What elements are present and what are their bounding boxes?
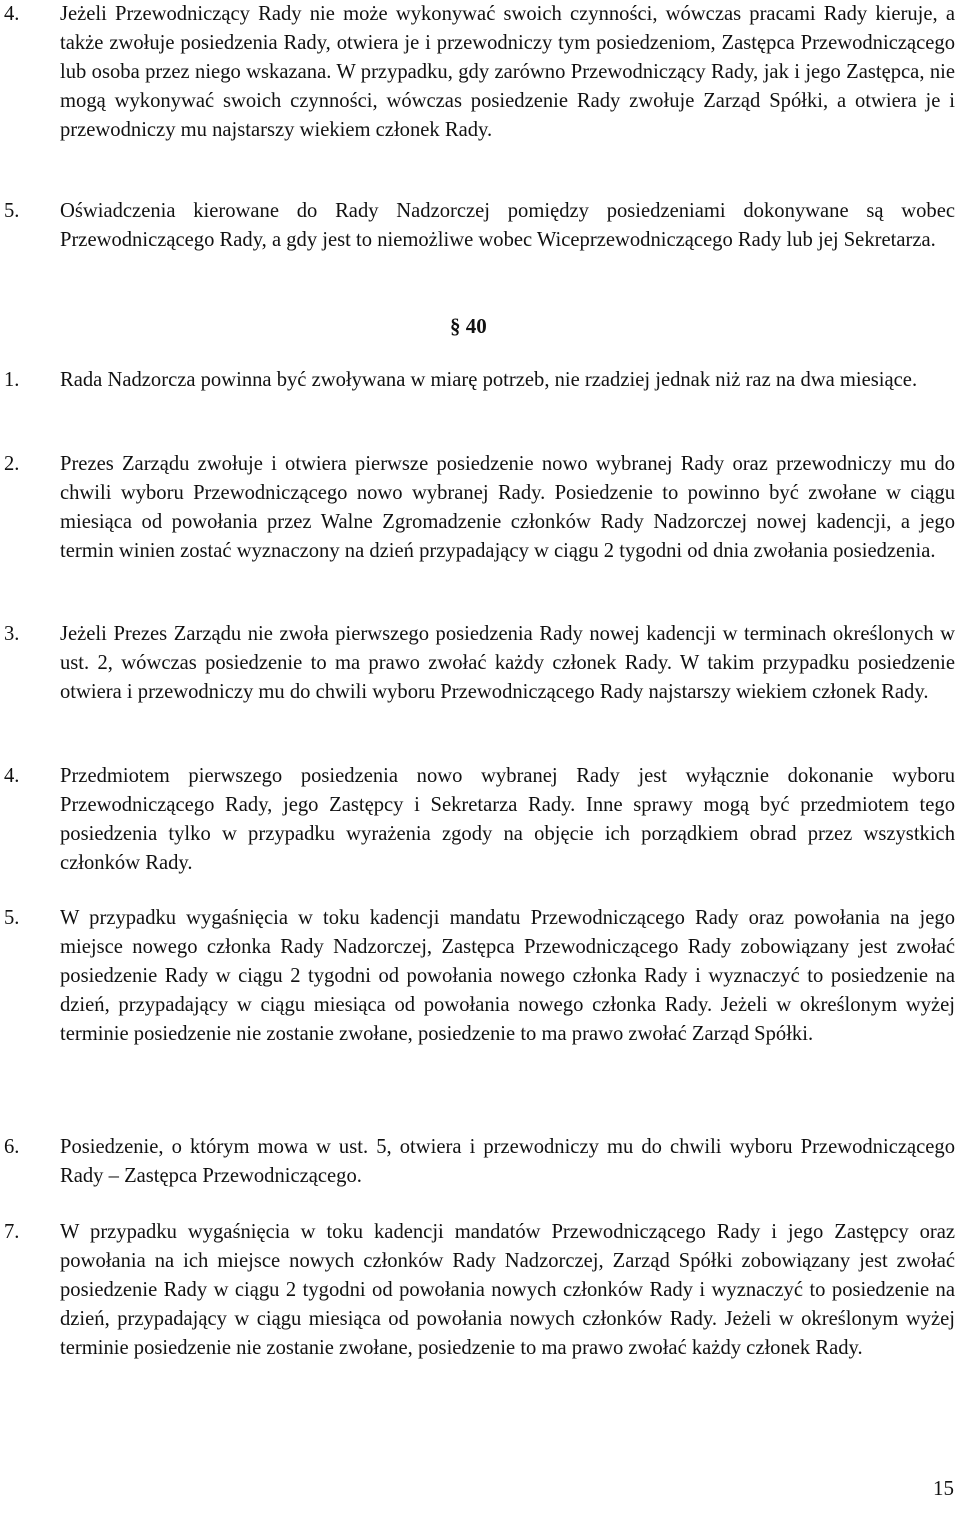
paragraph-number: 4. <box>4 3 20 25</box>
paragraph-text: Jeżeli Prezes Zarządu nie zwoła pierwszego posiedzenia Rady nowej kadencji w terminach określonych w ust. 2, wówczas posiedzenie to ma prawo zwołać każdy członek Rady. W takim przypadku posiedzenie otwiera i przewodniczy mu do chwili wyboru Przewodniczącego Rady najstarszy wiekiem członek Rady. <box>60 623 955 703</box>
paragraph-text: Oświadczenia kierowane do Rady Nadzorczej pomiędzy posiedzeniami dokonywane są wobec Przewodniczącego Rady, a gdy jest to niemożliwe wobec Wiceprzewodniczącego Rady lub jej Sekretarza. <box>60 200 955 251</box>
section-heading: § 40 <box>450 314 487 338</box>
paragraph-text: Jeżeli Przewodniczący Rady nie może wykonywać swoich czynności, wówczas pracami Rady kieruje, a także zwołuje posiedzenia Rady, otwiera je i przewodniczy tym posiedzeniom, Zastępca Przewodniczącego lub osoba przez niego wskazana. W przypadku, gdy zarówno Przewodniczący Rady, jak i jego Zastępca, nie mogą wykonywać swoich czynności, wówczas posiedzenie Rady zwołuje Zarząd Spółki, a otwiera je i przewodniczy mu najstarszy wiekiem członek Rady. <box>60 3 955 141</box>
paragraph-text: Posiedzenie, o którym mowa w ust. 5, otwiera i przewodniczy mu do chwili wyboru Przewodniczącego Rady – Zastępca Przewodniczącego. <box>60 1136 955 1187</box>
paragraph-4-agenda <box>0 762 955 878</box>
paragraph-number: 5. <box>4 200 20 222</box>
paragraph-number: 6. <box>4 1136 20 1158</box>
paragraph-4-chair-absence <box>0 0 955 145</box>
paragraph-number: 2. <box>4 453 20 475</box>
paragraph-number: 7. <box>4 1221 20 1243</box>
paragraph-text: Prezes Zarządu zwołuje i otwiera pierwsze posiedzenie nowo wybranej Rady oraz przewodniczy mu do chwili wyboru Przewodniczącego nowo wybranej Rady. Posiedzenie to powinno być zwołane w ciągu miesiąca od powołania przez Walne Zgromadzenie członków Rady Nadzorczej nowej kadencji, a jego termin winien zostać wyznaczony na dzień przypadający w ciągu 2 tygodni od dnia zwołania posiedzenia. <box>60 453 955 562</box>
paragraph-number: 4. <box>4 765 20 787</box>
paragraph-text: Przedmiotem pierwszego posiedzenia nowo wybranej Rady jest wyłącznie dokonanie wyboru Przewodniczącego Rady, jego Zastępcy i Sekretarza Rady. Inne sprawy mogą być przedmiotem tego posiedzenia tylko w przypadku wyrażenia zgody na objęcie ich porządkiem obrad przez wszystkich członków Rady. <box>60 765 955 874</box>
page-number: 15 <box>933 1476 954 1500</box>
paragraph-text: W przypadku wygaśnięcia w toku kadencji mandatu Przewodniczącego Rady oraz powołania na jego miejsce nowego członka Rady Nadzorczej, Zastępca Przewodniczącego Rady zobowiązany jest zwołać posiedzenie Rady w ciągu 2 tygodni od powołania nowego członka Rady i wyznaczyć to posiedzenie na dzień, przypadający w ciągu miesiąca od powołania nowego członka Rady. Jeżeli w określonym wyżej terminie posiedzenie nie zostanie zwołane, posiedzenie to ma prawo zwołać Zarząd Spółki. <box>60 907 955 1045</box>
paragraph-text: W przypadku wygaśnięcia w toku kadencji mandatów Przewodniczącego Rady i jego Zastępcy oraz powołania na ich miejsce nowych członków Rady Nadzorczej, Zarząd Spółki zobowiązany jest zwołać posiedzenie Rady w ciągu 2 tygodni od powołania nowych członków Rady i wyznaczyć to posiedzenie na dzień, przypadający w ciągu miesiąca od powołania nowych członków Rady. Jeżeli w określonym wyżej terminie posiedzenie nie zostanie zwołane, posiedzenie to ma prawo zwołać każdy członek Rady. <box>60 1221 955 1359</box>
paragraph-number: 3. <box>4 623 20 645</box>
paragraph-5-statements <box>0 197 955 255</box>
paragraph-6-meeting-chairing <box>0 1133 955 1191</box>
paragraph-7-both-mandates-expiry <box>0 1218 955 1363</box>
paragraph-number: 1. <box>4 369 20 391</box>
paragraph-1-frequency <box>0 366 955 395</box>
paragraph-number: 5. <box>4 907 20 929</box>
paragraph-3-failure-to-convene <box>0 620 955 707</box>
paragraph-2-first-meeting <box>0 450 955 566</box>
paragraph-text: Rada Nadzorcza powinna być zwoływana w miarę potrzeb, nie rzadziej jednak niż raz na dwa miesiące. <box>60 369 918 391</box>
paragraph-5-chair-mandate-expiry <box>0 904 955 1049</box>
